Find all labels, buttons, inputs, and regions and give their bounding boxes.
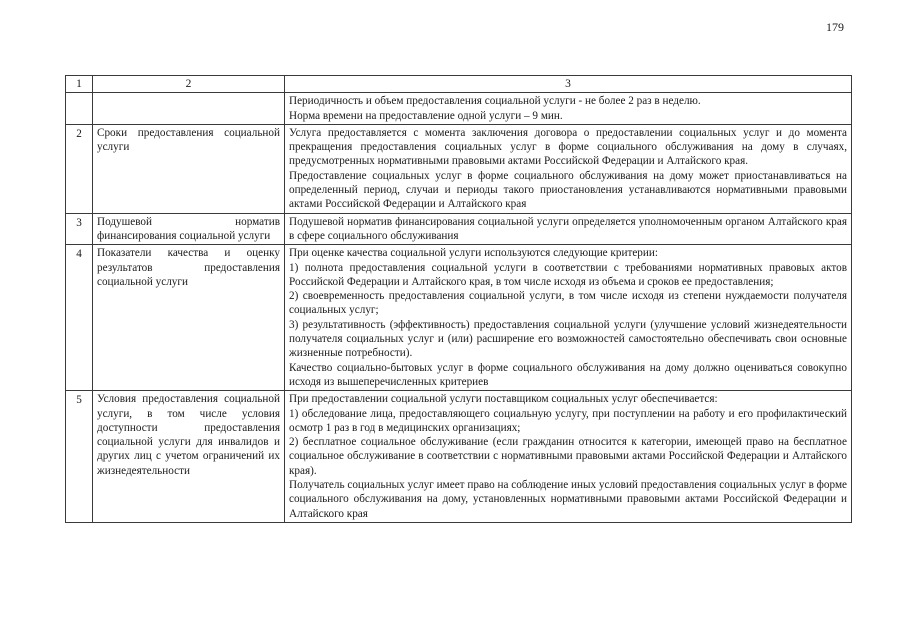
table-row	[66, 213, 852, 245]
row-number	[66, 93, 93, 125]
row-number: 4	[66, 245, 93, 391]
row-content	[285, 245, 852, 391]
header-col-1: 1	[66, 76, 93, 93]
header-col-2: 2	[93, 76, 285, 93]
paragraph: Получатель социальных услуг имеет право на соблюдение иных условий предоставления социальных услуг в форме социального обслуживания на дому, установленных нормативными правовыми актами Российской Федерации и Алтайского края	[289, 479, 847, 520]
table-row	[66, 391, 852, 523]
paragraph: Периодичность и объем предоставления социальной услуги - не более 2 раз в неделю.	[289, 95, 701, 108]
paragraph: Норма времени на предоставление одной услуги – 9 мин.	[289, 109, 563, 122]
row-name: Сроки предоставления социальной услуги	[93, 124, 285, 213]
row-name: Показатели качества и оценку результатов предоставления социальной услуги	[93, 245, 285, 391]
paragraph: 1) обследование лица, предоставляющего социальную услугу, при поступлении на работу и его профилактический осмотр 1 раз в год в медицинских организациях;	[289, 407, 847, 434]
row-content	[285, 391, 852, 523]
row-content	[285, 93, 852, 125]
paragraph: При предоставлении социальной услуги поставщиком социальных услуг обеспечивается:	[289, 393, 718, 406]
header-col-3: 3	[285, 76, 852, 93]
row-name: Условия предоставления социальной услуги, в том числе условия доступности предоставления социальной услуги для инвалидов и других лиц с учетом ограничений их жизнедеятельности	[93, 391, 285, 523]
row-name: Подушевой норматив финансирования социальной услуги	[93, 213, 285, 245]
row-number: 2	[66, 124, 93, 213]
services-table	[65, 75, 852, 523]
row-content	[285, 124, 852, 213]
table-row	[66, 93, 852, 125]
page-number: 179	[826, 20, 844, 34]
row-content	[285, 213, 852, 245]
paragraph: Подушевой норматив финансирования социальной услуги определяется уполномоченным органом Алтайского края в сфере социального обслуживания	[289, 215, 847, 242]
row-number: 3	[66, 213, 93, 245]
paragraph: Услуга предоставляется с момента заключения договора о предоставлении социальных услуг и до момента прекращения предоставления социальных услуг в форме социального обслуживания на дому в случаях, предусмотренных нормативными правовыми актами Российской Федерации и Алтайского края.	[289, 126, 847, 168]
paragraph: 3) результативность (эффективность) предоставления социальной услуги (улучшение условий жизнедеятельности получателя социальных услуг и (или) расширение его возможностей самостоятельно обеспечивать свои основные жизненные потребности).	[289, 318, 847, 360]
table-row	[66, 124, 852, 213]
paragraph: 1) полнота предоставления социальной услуги в соответствии с требованиями нормативных правовых актов Российской Федерации и Алтайского края, в том числе исходя из объема и сроков ее предоставления;	[289, 261, 847, 288]
paragraph: При оценке качества социальной услуги используются следующие критерии:	[289, 247, 658, 260]
paragraph: Предоставление социальных услуг в форме социального обслуживания на дому может приостанавливаться на определенный период, случаи и периоды такого приостановления устанавливаются нормативными правовыми актами Российской Федерации и Алтайского края	[289, 169, 847, 211]
paragraph: 2) своевременность предоставления социальной услуги, в том числе исходя из степени нуждаемости получателя социальных услуг;	[289, 290, 847, 317]
row-name	[93, 93, 285, 125]
table-header-row	[66, 76, 852, 93]
table-row	[66, 245, 852, 391]
row-number: 5	[66, 391, 93, 523]
paragraph: 2) бесплатное социальное обслуживание (если гражданин относится к категории, имеющей право на бесплатное социальное обслуживание в соответствии с нормативными правовыми актами Российской Федерации и Алтайского края).	[289, 436, 847, 477]
paragraph: Качество социально-бытовых услуг в форме социального обслуживания на дому должно оцениваться совокупно исходя из вышеперечисленных критериев	[289, 361, 847, 388]
